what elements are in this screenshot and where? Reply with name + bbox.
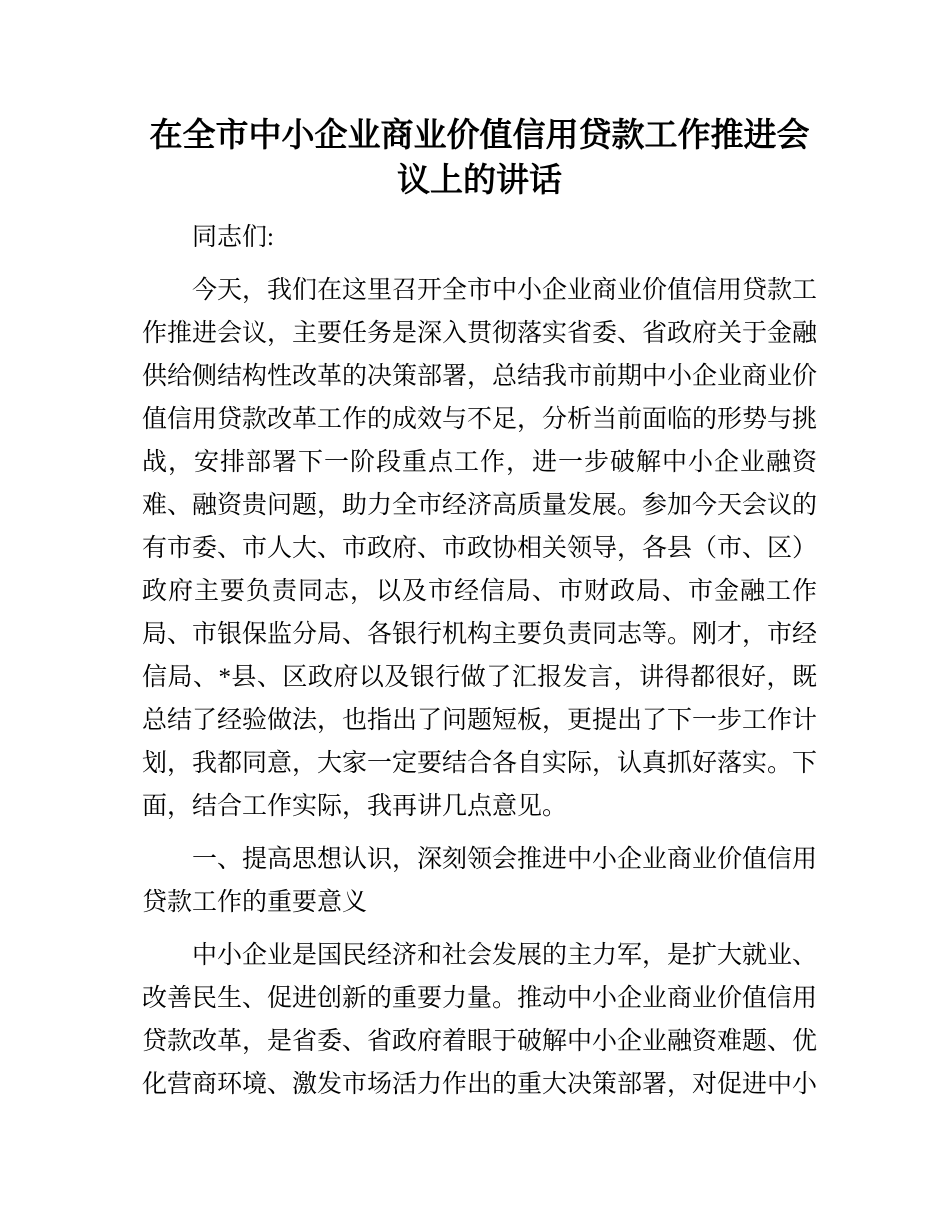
section-heading: 一、提高思想认识，深刻领会推进中小企业商业价值信用贷款工作的重要意义 [142, 846, 818, 916]
document-body [142, 216, 817, 1106]
salutation: 同志们: [192, 224, 274, 251]
paragraph: 今天，我们在这里召开全市中小企业商业价值信用贷款工作推进会议，主要任务是深入贯彻落实省委、省政府关于金融供给侧结构性改革的决策部署，总结我市前期中小企业商业价值信用贷款改革工作的成效与不足，分析当前面临的形势与挑战，安排部署下一阶段重点工作，进一步破解中小企业融资难、融资贵问题，助力全市经济高质量发展。参加今天会议的有市委、市人大、市政府、市政协相关领导，各县（市、区）政府主要负责同志，以及市经信局、市财政局、市金融工作局、市银保监分局、各银行机构主要负责同志等。刚才，市经信局、*县、区政府以及银行做了汇报发言，讲得都很好，既总结了经验做法，也指出了问题短板，更提出了下一步工作计划，我都同意，大家一定要结合各自实际，认真抓好落实。下面，结合工作实际，我再讲几点意见。 [142, 277, 818, 820]
document-title: 在全市中小企业商业价值信用贷款工作推进会议上的讲话 [149, 116, 810, 198]
paragraph: 中小企业是国民经济和社会发展的主力军，是扩大就业、改善民生、促进创新的重要力量。推动中小企业商业价值信用贷款改革，是省委、省政府着眼于破解中小企业融资难题、优化营商环境、激发市场活力作出的重大决策部署，对促进中小 [142, 942, 818, 1098]
